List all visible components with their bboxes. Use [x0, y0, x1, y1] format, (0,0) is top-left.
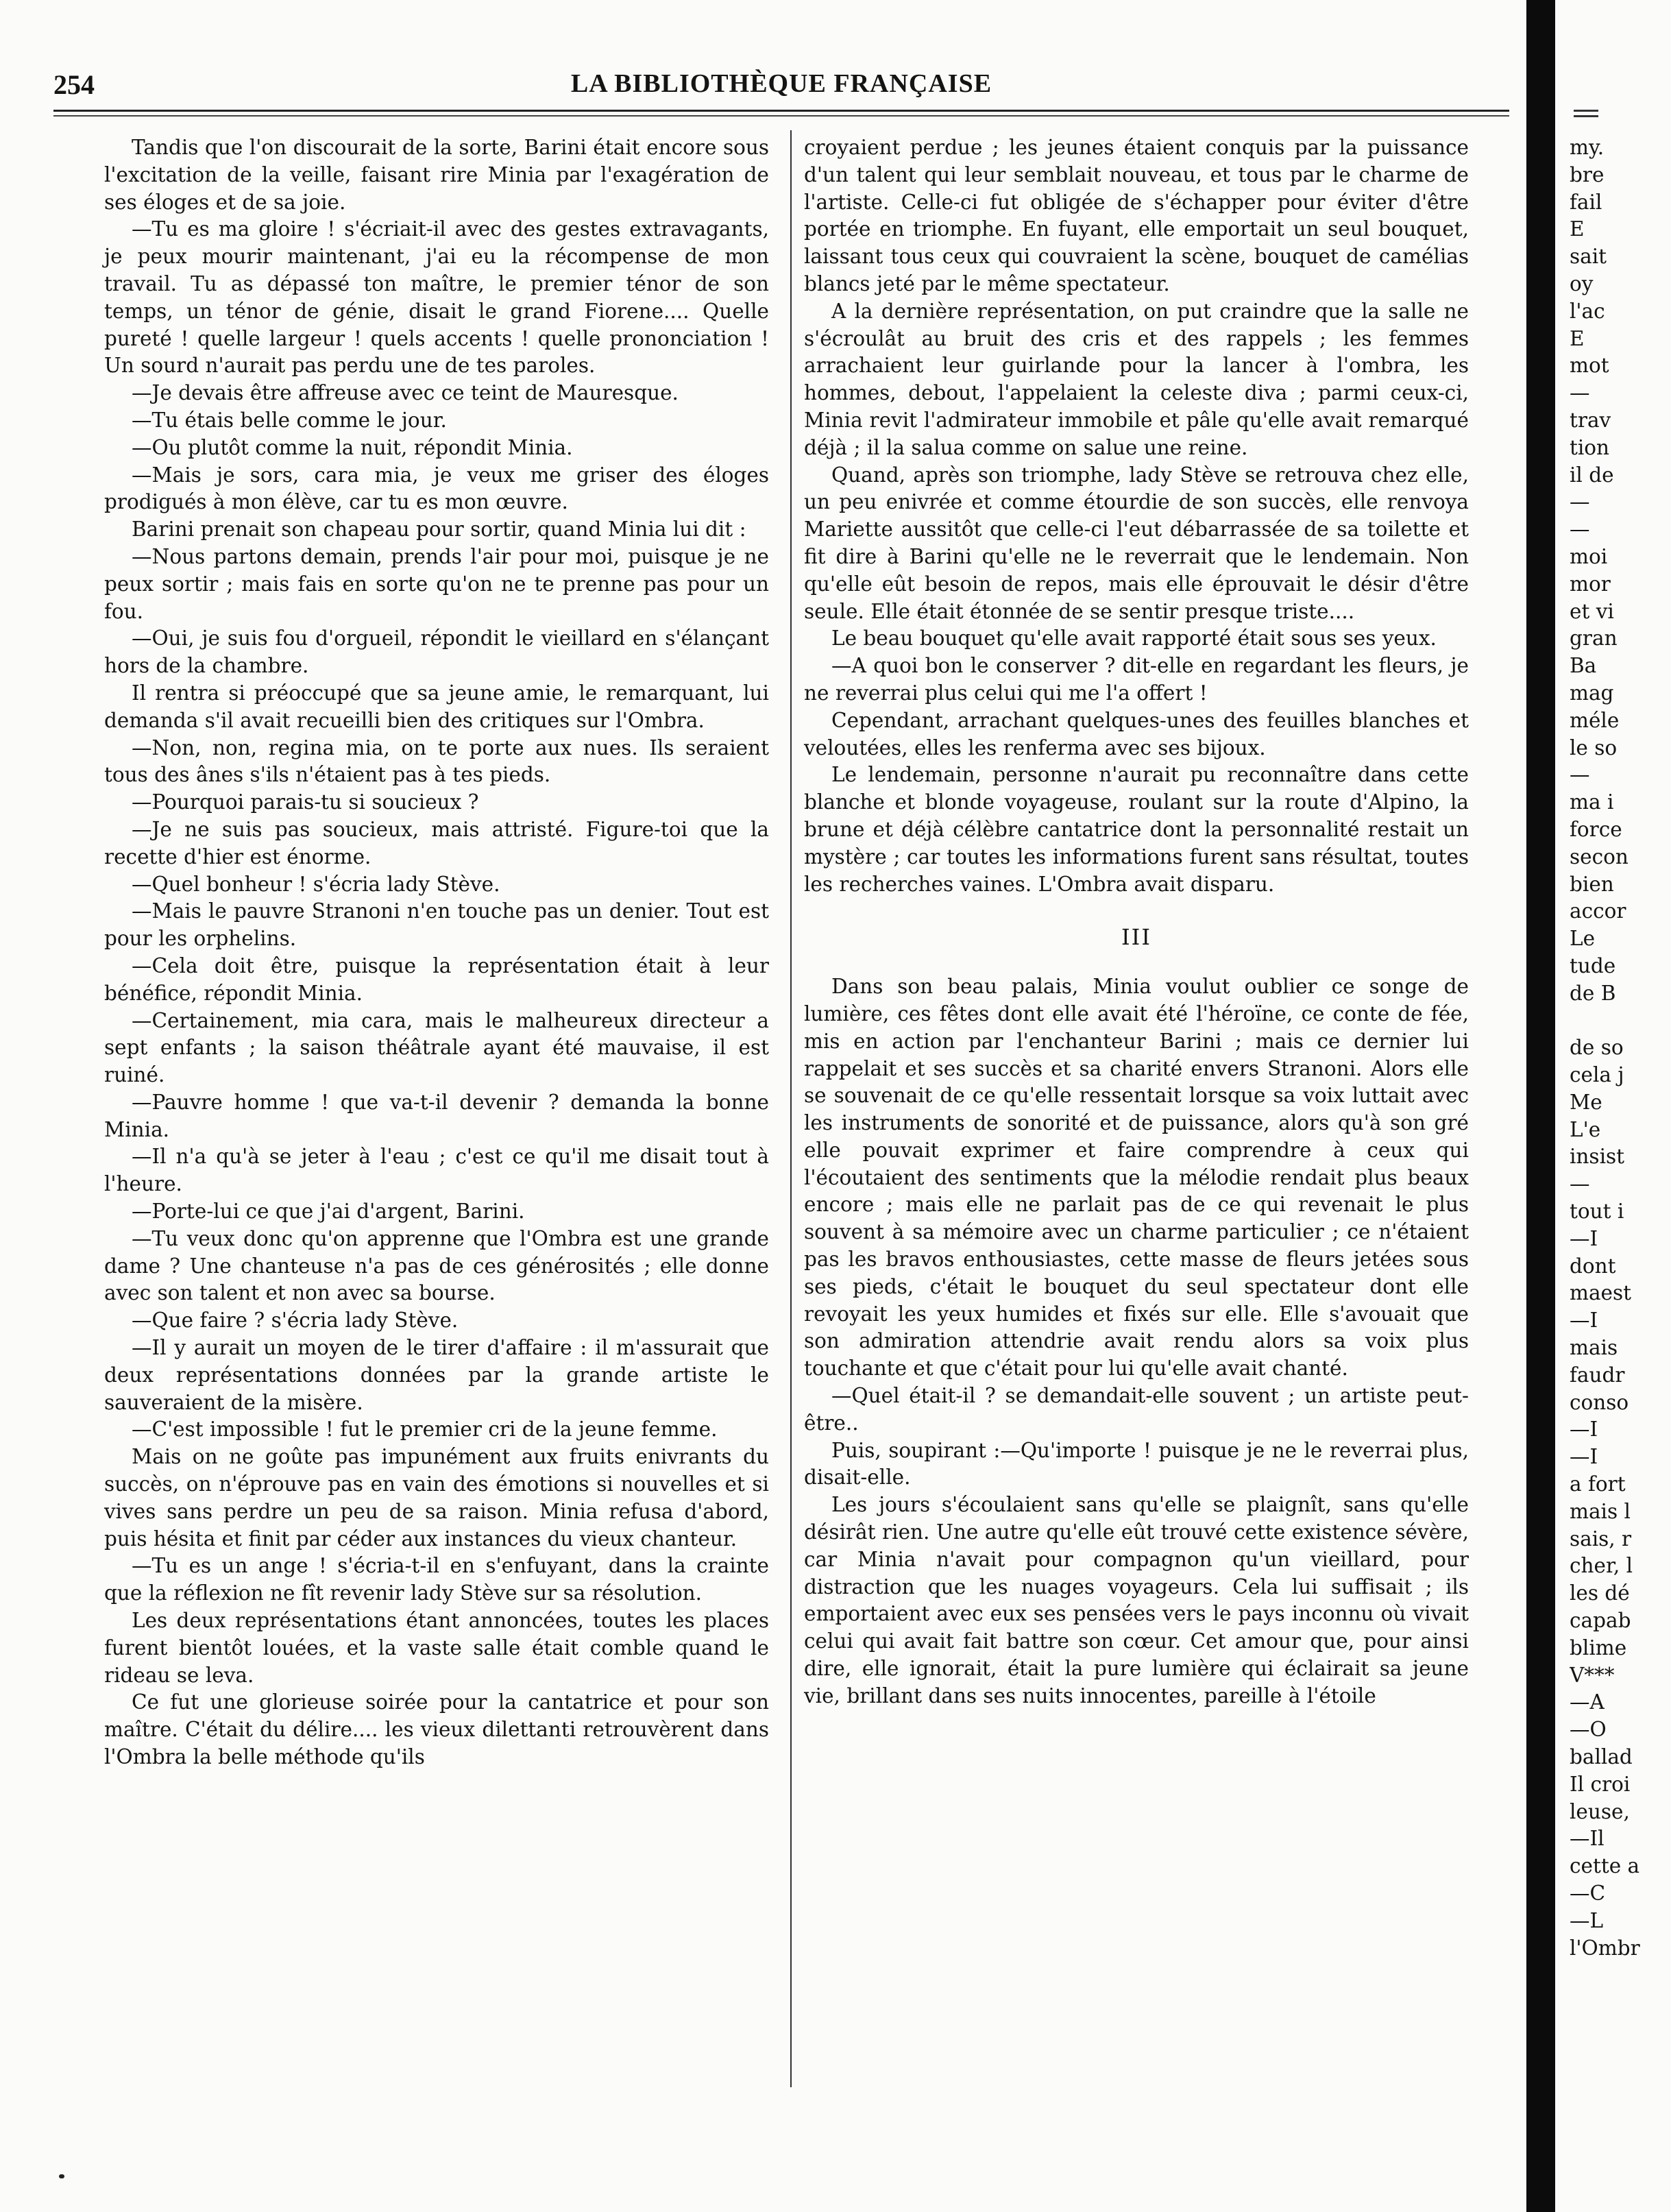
fragment-line: —C [1570, 1882, 1606, 1905]
section-heading: III [1121, 924, 1151, 951]
next-page-fragment-column [1570, 134, 1671, 1962]
fragment-line: les dé [1570, 1581, 1630, 1605]
fragment-line: Me [1570, 1090, 1602, 1114]
fragment-line: tout i [1570, 1200, 1624, 1224]
fragment-line: tion [1570, 435, 1610, 459]
fragment-line: de so [1570, 1036, 1624, 1060]
fragment-line: E [1570, 326, 1585, 350]
paragraph: —Nous partons demain, prends l'air pour moi, puisque je ne peux sortir ; mais fais en sorte qu'on ne te prenne pas pour un fou. [104, 544, 769, 623]
page-gutter-shadow [1526, 0, 1555, 2212]
right-column-bottom [804, 973, 1469, 1710]
paragraph: —Tu étais belle comme le jour. [132, 408, 447, 432]
paragraph: —C'est impossible ! fut le premier cri de la jeune femme. [132, 1418, 718, 1442]
paragraph: —Que faire ? s'écria lady Stève. [132, 1309, 459, 1333]
page-header [53, 69, 1509, 101]
fragment-line: V*** [1570, 1663, 1615, 1687]
fragment-line: mais [1570, 1336, 1618, 1360]
paragraph: —Il y aurait un moyen de le tirer d'affaire : il m'assurait que deux représentations données par la grande artiste le sauveraient de la misère. [104, 1336, 769, 1414]
fragment-line: méle [1570, 708, 1620, 732]
fragment-line: capab [1570, 1609, 1631, 1633]
fragment-line: —L [1570, 1908, 1604, 1932]
paragraph: —Pourquoi parais-tu si soucieux ? [132, 790, 479, 814]
page-number: 254 [53, 69, 95, 100]
fragment-line: Le [1570, 927, 1596, 951]
paragraph: Barini prenait son chapeau pour sortir, quand Minia lui dit : [132, 518, 746, 542]
column-divider [790, 130, 792, 2087]
paragraph: —Ou plutôt comme la nuit, répondit Minia. [132, 435, 573, 459]
fragment-line: oy [1570, 271, 1594, 295]
fragment-line: —I [1570, 1309, 1598, 1333]
paragraph: —Quel bonheur ! s'écria lady Stève. [132, 872, 500, 896]
next-page-rule-double [1574, 115, 1598, 117]
fragment-line: ma i [1570, 790, 1614, 814]
fragment-line: — [1570, 1172, 1590, 1196]
fragment-line: trav [1570, 408, 1611, 432]
fragment-line: my. [1570, 136, 1605, 159]
ink-speck [59, 2174, 64, 2178]
fragment-line: secon [1570, 844, 1629, 868]
left-column [104, 134, 769, 1771]
fragment-line: ballad [1570, 1745, 1633, 1769]
fragment-line: — [1570, 381, 1590, 405]
paragraph: —A quoi bon le conserver ? dit-elle en regardant les fleurs, je ne reverrai plus celui qui me l'a offert ! [804, 654, 1469, 705]
fragment-line: mor [1570, 572, 1611, 596]
fragment-line: a fort [1570, 1472, 1626, 1496]
fragment-line: de B [1570, 981, 1616, 1005]
paragraph: Il rentra si préoccupé que sa jeune amie, le remarquant, lui demanda s'il avait recueilli bien des critiques sur l'Ombra. [104, 681, 769, 732]
fragment-line: insist [1570, 1145, 1625, 1169]
paragraph: —Pauvre homme ! que va-t-il devenir ? demanda la bonne Minia. [104, 1090, 769, 1141]
paragraph: Quand, après son triomphe, lady Stève se retrouva chez elle, un peu enivrée et comme étourdie de son succès, elle renvoya Mariette aussitôt que celle-ci l'eut débarrassée de sa toilette et fit dire à Barini qu'elle ne le reverrait que le lendemain. Non qu'elle eût besoin de repos, mais elle éprouvait le désir d'être seule. Elle était étonnée de se sentir presque triste.... [804, 463, 1469, 623]
paragraph: —Tu es un ange ! s'écria-t-il en s'enfuyant, dans la crainte que la réflexion ne fît revenir lady Stève sur sa résolution. [104, 1554, 769, 1605]
fragment-line: — [1570, 763, 1590, 787]
fragment-line: cette a [1570, 1854, 1640, 1878]
fragment-line: mot [1570, 354, 1609, 378]
fragment-line: Ba [1570, 654, 1597, 678]
fragment-line: accor [1570, 899, 1626, 923]
fragment-line: Il croi [1570, 1772, 1631, 1796]
right-column-top [804, 134, 1469, 898]
fragment-line: gran [1570, 627, 1618, 651]
paragraph: Mais on ne goûte pas impunément aux fruits enivrants du succès, on n'éprouve pas en vain des émotions si nouvelles et si vives sans perdre un peu de sa raison. Minia refusa d'abord, puis hésita et finit par céder aux instances du vieux chanteur. [104, 1445, 769, 1551]
paragraph: Puis, soupirant :—Qu'importe ! puisque je ne le reverrai plus, disait-elle. [804, 1438, 1469, 1490]
fragment-line: tude [1570, 953, 1616, 977]
fragment-line: —O [1570, 1718, 1607, 1742]
fragment-line: moi [1570, 544, 1608, 568]
fragment-line: —I [1570, 1226, 1598, 1250]
fragment-line: l'ac [1570, 299, 1605, 323]
paragraph: Le lendemain, personne n'aurait pu reconnaître dans cette blanche et blonde voyageuse, roulant sur la route d'Alpino, la brune et déjà célèbre cantatrice dont la personnalité restait un mystère ; car toutes les informations furent sans résultat, toutes les recherches vaines. L'Ombra avait disparu. [804, 763, 1469, 896]
paragraph: —Porte-lui ce que j'ai d'argent, Barini. [132, 1200, 525, 1224]
fragment-line: —Il [1570, 1827, 1605, 1851]
paragraph: —Oui, je suis fou d'orgueil, répondit le vieillard en s'élançant hors de la chambre. [104, 627, 769, 678]
fragment-line: mag [1570, 681, 1614, 705]
header-rule-double [53, 115, 1509, 117]
fragment-line: l'Ombr [1570, 1936, 1640, 1960]
paragraph: —Quel était-il ? se demandait-elle souvent ; un artiste peut-être.. [804, 1384, 1469, 1435]
fragment-line: leuse, [1570, 1799, 1630, 1823]
paragraph: —Tu es ma gloire ! s'écriait-il avec des gestes extravagants, je peux mourir maintenant, j'ai eu la récompense de mon travail. Tu as dépassé ton maître, le premier ténor de son temps, un ténor de génie, disait le grand Fiorene.... Quelle pureté ! quelle largeur ! quels accents ! quelle prononciation ! Un sourd n'aurait pas perdu une de tes paroles. [104, 217, 769, 378]
fragment-line: E [1570, 217, 1585, 241]
fragment-line: fail [1570, 190, 1602, 214]
fragment-line: cela j [1570, 1063, 1624, 1087]
fragment-line: —I [1570, 1418, 1598, 1442]
fragment-line: bien [1570, 872, 1614, 896]
header-rule [53, 110, 1509, 112]
fragment-line: mais l [1570, 1499, 1631, 1523]
fragment-line: il de [1570, 463, 1614, 487]
paragraph: Les jours s'écoulaient sans qu'elle se plaignît, sans qu'elle désirât rien. Une autre qu'elle eût trouvé cette existence sévère, car Minia n'avait pour compagnon qu'un vieillard, pour distraction que les nuages voyageurs. Cela lui suffisait ; ils emportaient avec eux ses pensées vers le pays inconnu où vivait celui qui avait fait battre son cœur. Cet amour que, pour ainsi dire, elle ignorait, était la pure lumière qui éclairait sa jeune vie, brillant dans ses nuits innocentes, pareille à l'étoile [804, 1493, 1469, 1707]
running-title: LA BIBLIOTHÈQUE FRANÇAISE [570, 69, 992, 98]
fragment-line: maest [1570, 1281, 1632, 1305]
paragraph: —Je ne suis pas soucieux, mais attristé. Figure-toi que la recette d'hier est énorme. [104, 817, 769, 868]
fragment-line: blime [1570, 1636, 1627, 1660]
fragment-line [1570, 1008, 1671, 1035]
paragraph: —Il n'a qu'à se jeter à l'eau ; c'est ce qu'il me disait tout à l'heure. [104, 1145, 769, 1196]
paragraph: —Tu veux donc qu'on apprenne que l'Ombra est une grande dame ? Une chanteuse n'a pas de ces générosités ; elle donne avec son talent et non avec sa bourse. [104, 1226, 769, 1305]
fragment-line: sais, r [1570, 1527, 1632, 1551]
fragment-line: — [1570, 518, 1590, 542]
next-page-rule [1574, 110, 1598, 112]
paragraph: Les deux représentations étant annoncées, toutes les places furent bientôt louées, et la vaste salle était comble quand le rideau se leva. [104, 1609, 769, 1687]
paragraph: Tandis que l'on discourait de la sorte, Barini était encore sous l'excitation de la veille, faisant rire Minia par l'exagération de ses éloges et de sa joie. [104, 136, 769, 214]
right-column [804, 134, 1469, 1710]
fragment-line: —I [1570, 1445, 1598, 1469]
fragment-line: — [1570, 490, 1590, 514]
fragment-line: L'e [1570, 1117, 1601, 1141]
paragraph: —Non, non, regina mia, on te porte aux nues. Ils seraient tous des ânes s'ils n'étaient pas à tes pieds. [104, 736, 769, 787]
paragraph: —Mais le pauvre Stranoni n'en touche pas un denier. Tout est pour les orphelins. [104, 899, 769, 951]
fragment-line: bre [1570, 162, 1605, 186]
paragraph: —Je devais être affreuse avec ce teint de Mauresque. [132, 381, 679, 405]
paragraph: —Certainement, mia cara, mais le malheureux directeur a sept enfants ; la saison théâtrale ayant été mauvaise, il est ruiné. [104, 1008, 769, 1087]
paragraph: croyaient perdue ; les jeunes étaient conquis par la puissance d'un talent qui leur semblait nouveau, et tous par le charme de l'artiste. Celle-ci fut obligée de s'échapper pour éviter d'être portée en triomphe. En fuyant, elle emportait un seul bouquet, laissant tous ceux qui couvraient la scène, bouquet de camélias blancs jeté par le même spectateur. [804, 136, 1469, 295]
paragraph: A la dernière représentation, on put craindre que la salle ne s'écroulât au bruit des cris et des rappels ; les femmes arrachaient leur guirlande pour la lancer à l'ombra, les hommes, debout, l'appelaient la celeste diva ; parmi ceux-ci, Minia revit l'admirateur immobile et pâle qu'elle avait remarqué déjà ; il la salua comme on salue une reine. [804, 299, 1469, 459]
paragraph: Dans son beau palais, Minia voulut oublier ce songe de lumière, ces fêtes dont elle avait été l'héroïne, ce conte de fée, mis en action par l'enchanteur Barini ; mais ce dernier lui rappelait et ses succès et sa charité envers Stranoni. Alors elle se souvenait de ce qu'elle ressentait lorsque sa voix luttait avec les instruments de sonorité et de puissance, alors qu'à son gré elle pouvait exprimer et faire comprendre à ceux qui l'écoutaient des sentiments que la mélodie rendait plus beaux encore ; mais elle ne parlait pas de ce qui revenait le plus souvent à sa mémoire avec un charme particulier ; ce n'étaient pas les bravos enthousiastes, cette masse de fleurs jetées sous ses pieds, c'était le bouquet du seul spectateur dont elle revoyait les yeux humides et fixés sur elle. Elle s'avouait que son admiration attendrie avait rendu alors sa voix plus touchante et que c'était pour lui qu'elle avait chanté. [804, 975, 1469, 1381]
fragment-line: sait [1570, 245, 1607, 269]
fragment-line: force [1570, 817, 1622, 841]
paragraph: Le beau bouquet qu'elle avait rapporté était sous ses yeux. [831, 627, 1437, 651]
paragraph: —Cela doit être, puisque la représentation était à leur bénéfice, répondit Minia. [104, 953, 769, 1005]
fragment-line: le so [1570, 736, 1618, 759]
fragment-line: —A [1570, 1690, 1605, 1714]
fragment-line: dont [1570, 1254, 1616, 1278]
paragraph: Ce fut une glorieuse soirée pour la cantatrice et pour son maître. C'était du délire.... les vieux dilettanti retrouvèrent dans l'Ombra la belle méthode qu'ils [104, 1690, 769, 1769]
paragraph: —Mais je sors, cara mia, je veux me griser des éloges prodigués à mon élève, car tu es mon œuvre. [104, 463, 769, 514]
fragment-line: conso [1570, 1390, 1629, 1414]
fragment-line: faudr [1570, 1363, 1625, 1387]
paragraph: Cependant, arrachant quelques-unes des feuilles blanches et veloutées, elles les renferma avec ses bijoux. [804, 708, 1469, 759]
fragment-line: et vi [1570, 599, 1614, 623]
fragment-line: cher, l [1570, 1554, 1633, 1578]
